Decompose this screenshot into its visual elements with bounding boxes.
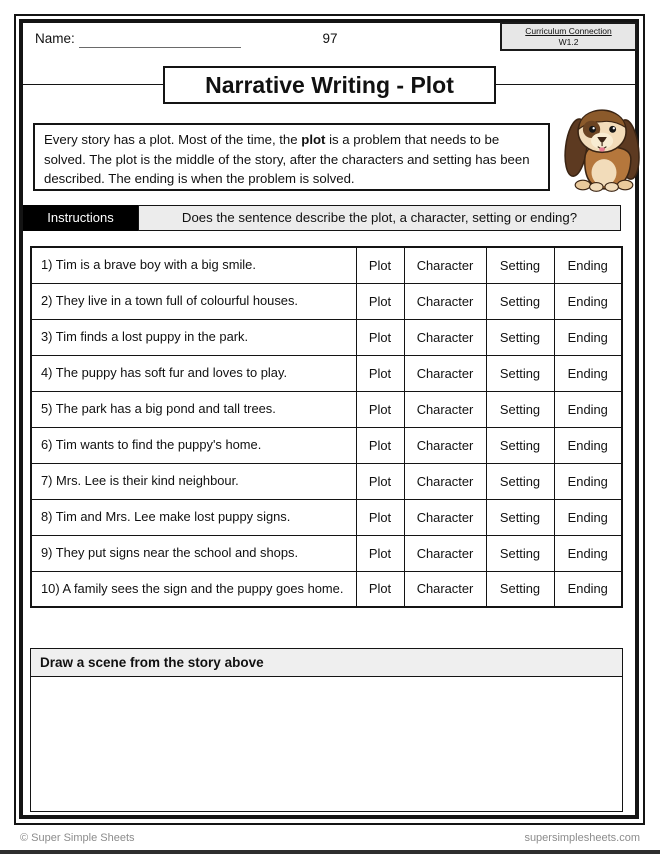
intro-box <box>33 123 550 191</box>
option-ending[interactable]: Ending <box>554 535 622 571</box>
sentence-cell: 8) Tim and Mrs. Lee make lost puppy signs. <box>31 499 356 535</box>
intro-text-after: is a problem that needs to be solved. The plot is the middle of the story, after the characters and setting has been described. The ending is when the problem is solved. <box>44 132 530 186</box>
option-plot[interactable]: Plot <box>356 535 404 571</box>
name-input-line[interactable] <box>79 30 241 48</box>
table-row <box>31 463 622 499</box>
sentence-cell: 2) They live in a town full of colourful houses. <box>31 283 356 319</box>
sentence-cell: 3) Tim finds a lost puppy in the park. <box>31 319 356 355</box>
option-character[interactable]: Character <box>404 427 486 463</box>
sentence-cell: 5) The park has a big pond and tall trees. <box>31 391 356 427</box>
option-ending[interactable]: Ending <box>554 319 622 355</box>
instructions-label: Instructions <box>23 205 138 231</box>
option-setting[interactable]: Setting <box>486 571 554 607</box>
table-row <box>31 319 622 355</box>
sentence-cell: 4) The puppy has soft fur and loves to play. <box>31 355 356 391</box>
option-ending[interactable]: Ending <box>554 571 622 607</box>
option-character[interactable]: Character <box>404 283 486 319</box>
option-character[interactable]: Character <box>404 499 486 535</box>
option-setting[interactable]: Setting <box>486 463 554 499</box>
option-ending[interactable]: Ending <box>554 391 622 427</box>
sentence-cell: 6) Tim wants to find the puppy's home. <box>31 427 356 463</box>
option-plot[interactable]: Plot <box>356 391 404 427</box>
option-character[interactable]: Character <box>404 247 486 283</box>
curriculum-connection-box <box>500 22 637 51</box>
draw-scene-box <box>30 648 623 812</box>
option-ending[interactable]: Ending <box>554 499 622 535</box>
footer-website-link[interactable]: supersimplesheets.com <box>524 832 640 844</box>
option-character[interactable]: Character <box>404 355 486 391</box>
option-ending[interactable]: Ending <box>554 247 622 283</box>
table-row <box>31 571 622 607</box>
bottom-edge-bar <box>0 850 660 854</box>
option-plot[interactable]: Plot <box>356 283 404 319</box>
option-ending[interactable]: Ending <box>554 283 622 319</box>
table-row <box>31 247 622 283</box>
table-row <box>31 427 622 463</box>
sentence-cell: 9) They put signs near the school and shops. <box>31 535 356 571</box>
option-setting[interactable]: Setting <box>486 355 554 391</box>
option-setting[interactable]: Setting <box>486 319 554 355</box>
option-plot[interactable]: Plot <box>356 499 404 535</box>
option-character[interactable]: Character <box>404 571 486 607</box>
option-plot[interactable]: Plot <box>356 571 404 607</box>
table-row <box>31 391 622 427</box>
option-ending[interactable]: Ending <box>554 355 622 391</box>
option-setting[interactable]: Setting <box>486 499 554 535</box>
page-number: 97 <box>322 31 338 46</box>
option-plot[interactable]: Plot <box>356 427 404 463</box>
name-label: Name: <box>35 31 75 46</box>
table-row <box>31 535 622 571</box>
option-plot[interactable]: Plot <box>356 355 404 391</box>
sentence-cell: 1) Tim is a brave boy with a big smile. <box>31 247 356 283</box>
option-ending[interactable]: Ending <box>554 463 622 499</box>
option-character[interactable]: Character <box>404 463 486 499</box>
option-setting[interactable]: Setting <box>486 535 554 571</box>
table-row <box>31 499 622 535</box>
puppy-illustration <box>556 100 652 199</box>
option-plot[interactable]: Plot <box>356 319 404 355</box>
footer-copyright: © Super Simple Sheets <box>20 832 135 844</box>
sentence-table-body <box>31 247 622 607</box>
sentence-table <box>30 246 623 608</box>
intro-text-before: Every story has a plot. Most of the time, the <box>44 132 302 147</box>
option-setting[interactable]: Setting <box>486 391 554 427</box>
instructions-text: Does the sentence describe the plot, a character, setting or ending? <box>138 205 621 231</box>
option-character[interactable]: Character <box>404 319 486 355</box>
worksheet-title: Narrative Writing - Plot <box>163 66 496 104</box>
option-character[interactable]: Character <box>404 391 486 427</box>
option-setting[interactable]: Setting <box>486 427 554 463</box>
sentence-cell: 7) Mrs. Lee is their kind neighbour. <box>31 463 356 499</box>
curriculum-connection-code: W1.2 <box>558 37 579 47</box>
sentence-cell: 10) A family sees the sign and the puppy goes home. <box>31 571 356 607</box>
option-setting[interactable]: Setting <box>486 283 554 319</box>
option-plot[interactable]: Plot <box>356 247 404 283</box>
option-setting[interactable]: Setting <box>486 247 554 283</box>
intro-bold-word: plot <box>301 132 326 147</box>
draw-scene-area[interactable] <box>31 677 622 810</box>
option-character[interactable]: Character <box>404 535 486 571</box>
curriculum-connection-label: Curriculum Connection <box>525 26 612 36</box>
table-row <box>31 283 622 319</box>
option-ending[interactable]: Ending <box>554 427 622 463</box>
option-plot[interactable]: Plot <box>356 463 404 499</box>
draw-scene-title: Draw a scene from the story above <box>31 649 622 677</box>
table-row <box>31 355 622 391</box>
